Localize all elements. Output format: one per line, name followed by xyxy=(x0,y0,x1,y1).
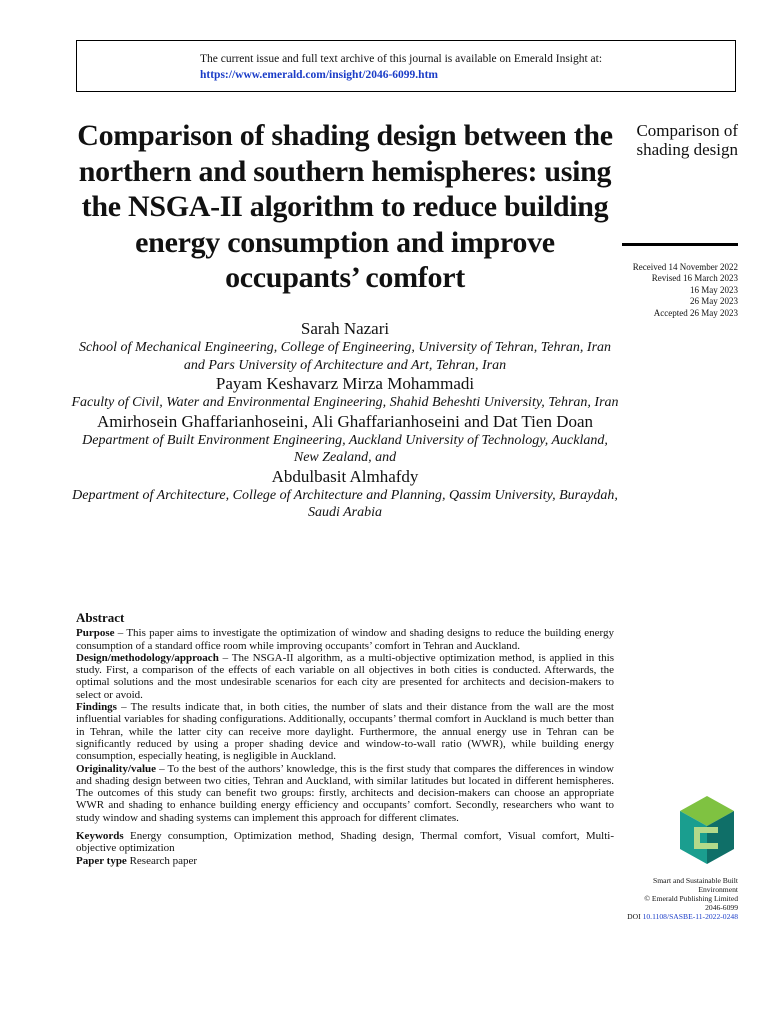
author-affiliation: Department of Architecture, College of Architecture and Planning, Qassim University, Buraydah, Saudi Arabia xyxy=(72,487,618,520)
author-name: Abdulbasit Almhafdy xyxy=(271,466,419,486)
journal-archive-notice xyxy=(76,40,736,92)
findings-text: – The results indicate that, in both cities, the number of slats and their distance from the wall are the most influential variables for shading configurations. Additionally, occupants’ thermal comfort in Auckland is much better than in Tehran, while the latter city can receive more daylight. Furthermore, the annual energy use in Tehran can be significantly reduced by using a proper shading device and window-to-wall ratio (WWR), while building energy consumption, especially heating, is negligible in Auckland. xyxy=(76,701,614,763)
findings-label: Findings xyxy=(76,701,117,714)
revised-date-3: 26 May 2023 xyxy=(690,296,738,307)
purpose-label: Purpose xyxy=(76,627,115,640)
author-affiliation: Faculty of Civil, Water and Environmental Engineering, Shahid Beheshti University, Tehran, Iran xyxy=(71,395,619,410)
journal-logo-icon xyxy=(676,794,738,866)
journal-issn: 2046-6099 xyxy=(705,903,738,912)
keywords-text: Energy consumption, Optimization method, Shading design, Thermal comfort, Visual comfort, Multi-objective optimization xyxy=(76,830,614,855)
journal-doi xyxy=(612,912,738,921)
journal-url-link[interactable]: https://www.emerald.com/insight/2046-6099.htm xyxy=(200,69,438,81)
keywords xyxy=(76,830,614,855)
design-text: – The NSGA-II algorithm, as a multi-objective optimization method, is applied in this study. First, a comparison of the effects of each variable on all objectives in both cities is conducted. Afterwards, the optimal solutions and the most undesirable scenarios for each city are presented for architects and decision-makers to select or avoid. xyxy=(76,651,614,701)
doi-label: DOI xyxy=(627,912,641,921)
abstract-originality xyxy=(76,763,614,824)
journal-name: Smart and Sustainable Built Environment xyxy=(653,876,738,894)
author-affiliation: School of Mechanical Engineering, College of Engineering, University of Tehran, Tehran, Iran and Pars University of Architecture and Art, Tehran, Iran xyxy=(78,340,612,373)
originality-text: – To the best of the authors’ knowledge, this is the first study that compares the differences in window and shading design between two cities, Tehran and Auckland, with similar latitudes but located in different hemispheres. The outcomes of this study can benefit two groups: firstly, architects and decision-makers can choose an appropriate WWR and shading to enhance building energy efficiency and occupants’ comfort. Secondly, researchers who want to study window and shading systems can implement this approach for different climates. xyxy=(76,762,614,824)
paper-type-text: Research paper xyxy=(126,854,198,867)
abstract-design xyxy=(76,652,614,701)
journal-copyright: © Emerald Publishing Limited xyxy=(644,894,738,903)
accepted-date: Accepted 26 May 2023 xyxy=(653,307,738,318)
purpose-text: – This paper aims to investigate the optimization of window and shading designs to reduce the building energy consumption of a standard office room while improving occupants’ comfort in Tehran and Auckland. xyxy=(76,627,614,652)
doi-link[interactable]: 10.1108/SASBE-11-2022-0248 xyxy=(642,912,738,921)
keywords-label: Keywords xyxy=(76,830,124,843)
abstract-findings xyxy=(76,701,614,762)
article-dates xyxy=(600,262,738,319)
design-label: Design/methodology/approach xyxy=(76,651,219,664)
author-name: Payam Keshavarz Mirza Mohammadi xyxy=(215,374,475,393)
author-list xyxy=(70,319,620,522)
revised-date-2: 16 May 2023 xyxy=(690,284,738,295)
abstract-purpose xyxy=(76,627,614,652)
side-divider xyxy=(622,243,738,246)
author-name: Amirhosein Ghaffarianhoseini, Ali Ghaffarianhoseini and Dat Tien Doan xyxy=(96,411,594,431)
originality-label: Originality/value xyxy=(76,762,157,775)
author-name: Sarah Nazari xyxy=(300,319,390,338)
abstract-section xyxy=(76,612,614,867)
abstract-heading: Abstract xyxy=(76,610,125,625)
article-title: Comparison of shading design between the northern and southern hemispheres: using the NSGA-II algorithm to reduce building energy consumption and improve occupants’ comfort xyxy=(77,119,613,294)
journal-info xyxy=(612,876,738,921)
paper-type xyxy=(76,855,614,867)
archive-text: The current issue and full text archive of this journal is available on Emerald Insight at: xyxy=(200,53,603,65)
author-affiliation: Department of Built Environment Engineering, Auckland University of Technology, Auckland, New Zealand, and xyxy=(82,432,608,465)
paper-type-label: Paper type xyxy=(76,854,127,867)
running-title: Comparison of shading design xyxy=(636,121,738,159)
revised-date: Revised 16 March 2023 xyxy=(651,273,738,284)
received-date: Received 14 November 2022 xyxy=(632,262,738,272)
